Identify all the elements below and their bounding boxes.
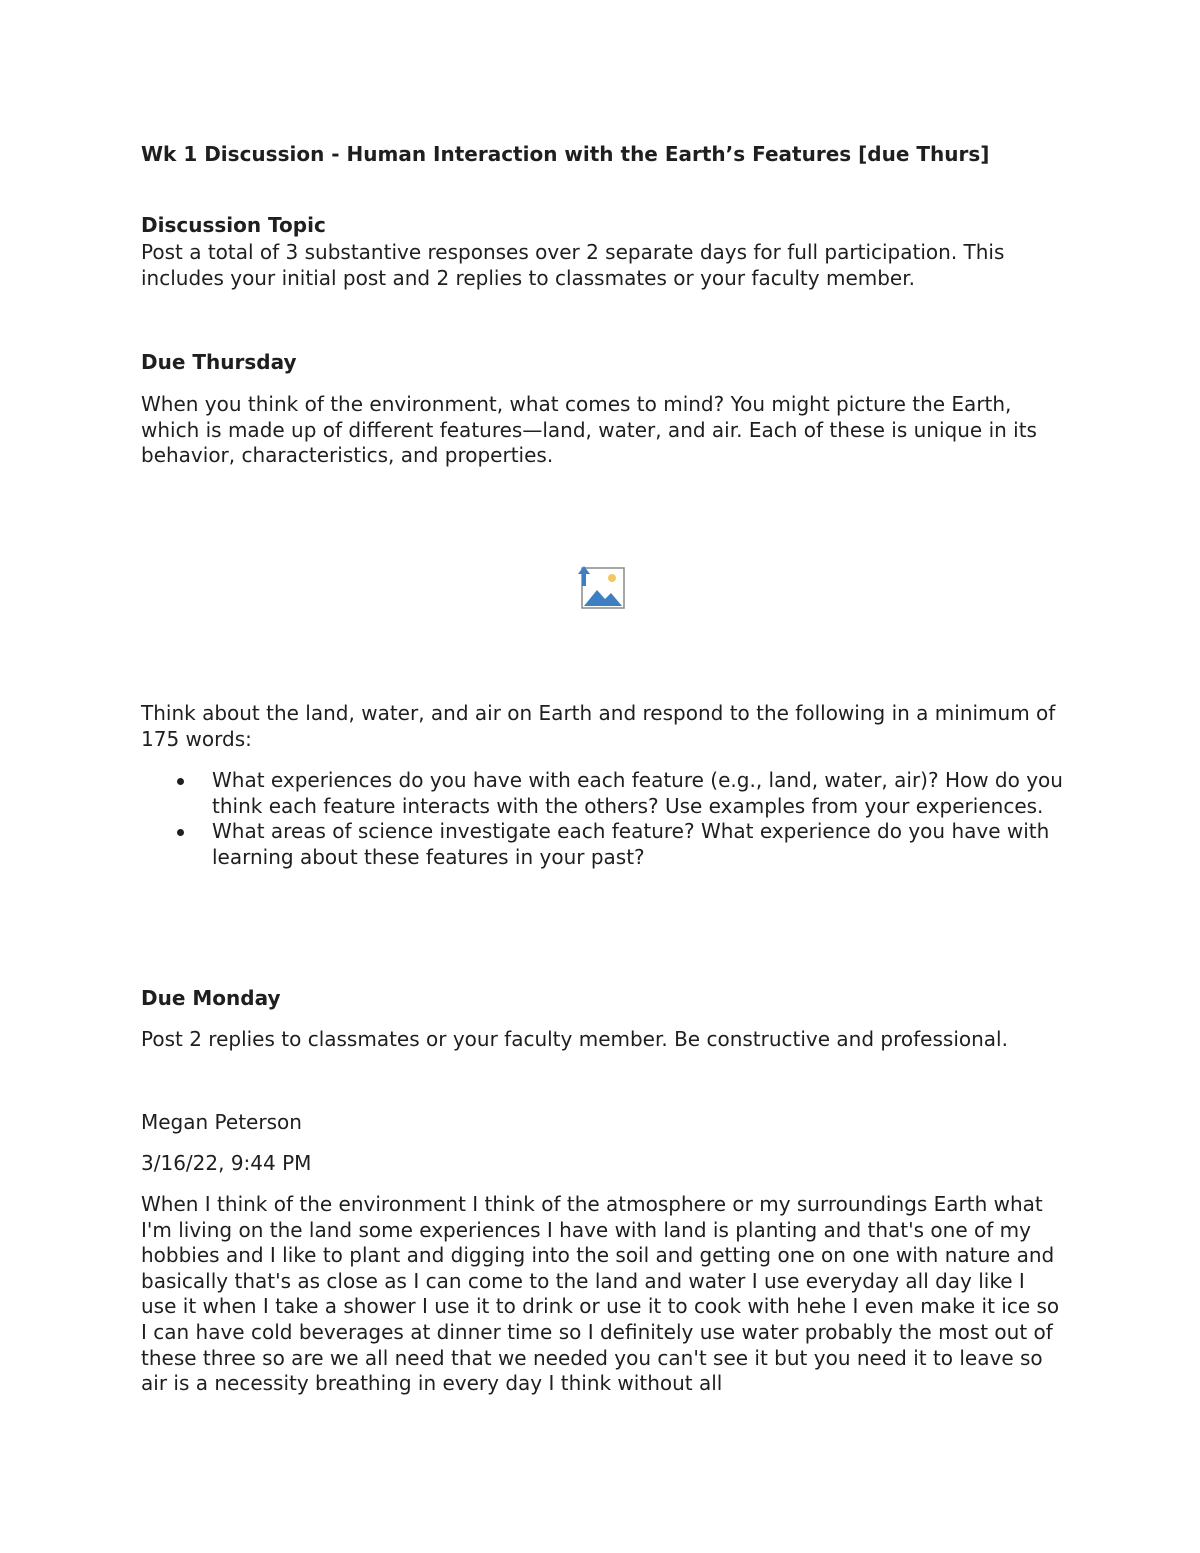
question-list <box>141 768 1066 870</box>
post-author: Megan Peterson <box>141 1110 302 1134</box>
page-title: Wk 1 Discussion - Human Interaction with the Earth’s Features [due Thurs] <box>141 142 990 166</box>
question-text: What areas of science investigate each feature? What experience do you have with learning about these features in your past? <box>212 819 1050 869</box>
post-timestamp: 3/16/22, 9:44 PM <box>141 1151 312 1175</box>
due-monday-text: Post 2 replies to classmates or your faculty member. Be constructive and professional. <box>141 1027 1008 1051</box>
due-thursday-heading: Due Thursday <box>141 350 297 374</box>
post-body: When I think of the environment I think of the atmosphere or my surroundings Earth what I'm living on the land some experiences I have with land is planting and that's one of my hobbies and I like to plant and digging into the soil and getting one on one with nature and basically that's as close as I can come to the land and water I use everyday all day like I use it when I take a shower I use it to drink or use it to cook with hehe I even make it ice so I can have cold beverages at dinner time so I definitely use water probably the most out of these three so are we all need that we needed you can't see it but you need it to leave so air is a necessity breathing in every day I think without all <box>141 1192 1060 1396</box>
discussion-topic-text: Post a total of 3 substantive responses over 2 separate days for full participation. This includes your initial post and 2 replies to classmates or your faculty member. <box>141 240 1005 290</box>
due-monday-heading: Due Monday <box>141 986 281 1010</box>
question-item <box>141 768 1066 819</box>
bullet-icon <box>177 829 184 836</box>
question-text: What experiences do you have with each feature (e.g., land, water, air)? How do you think each feature interacts with the others? Use examples from your experiences. <box>212 768 1063 818</box>
discussion-topic-heading: Discussion Topic <box>141 213 326 237</box>
bullet-icon <box>177 778 184 785</box>
prompt-text: Think about the land, water, and air on Earth and respond to the following in a minimum of 175 words: <box>141 701 1056 751</box>
due-thursday-text: When you think of the environment, what comes to mind? You might picture the Earth, which is made up of different features—land, water, and air. Each of these is unique in its behavior, characteristics, and properties. <box>141 392 1037 468</box>
image-placeholder-icon <box>575 563 627 611</box>
question-item <box>141 819 1066 870</box>
